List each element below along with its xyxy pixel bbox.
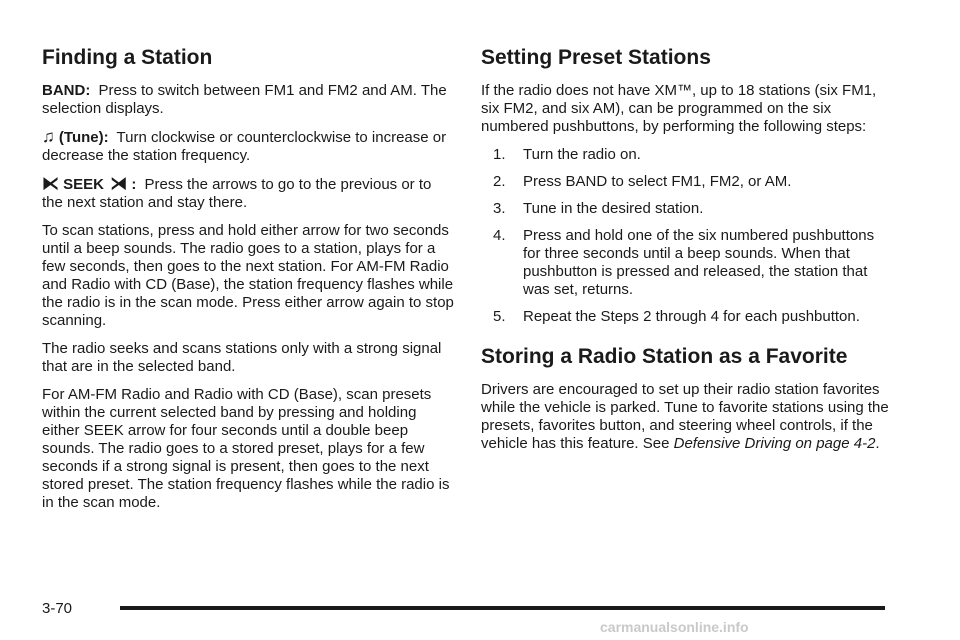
tune-term: (Tune): [58,129,109,146]
favorite-paragraph [481,381,893,453]
tune-text: Turn clockwise or counterclockwise to increase or decrease the station frequency. [42,129,447,164]
presets-intro: If the radio does not have XM™, up to 18 stations (six FM1, six FM2, and six AM), can be programmed on the six numbered pushbuttons, by performing the following steps: [481,82,877,135]
page-number: 3-70 [42,600,73,617]
seek-back-icon: ⧔ [42,174,59,193]
presets-scan-paragraph: For AM-FM Radio and Radio with CD (Base), scan presets within the current selected band by pressing and holding either SEEK arrow for four seconds until a double beep sounds. The radio goes to a stored preset, plays for a few seconds if a strong signal is present, then goes to the next stored preset. The station frequency flashes while the radio is in the scan mode. [42,386,450,511]
list-item: 2. Press BAND to select FM1, FM2, or AM. [493,173,792,190]
list-item: 4. Press and hold one of the six numbered pushbuttons for three seconds until a beep sounds. When that pushbutton is pressed and released, the station that was set, returns. [493,227,875,298]
watermark: carmanualsonline.info [600,619,749,635]
heading-storing-favorite: Storing a Radio Station as a Favorite [481,345,848,368]
seek-forward-icon: ⧕ [110,174,128,193]
band-term: BAND: [42,82,91,99]
signal-paragraph: The radio seeks and scans stations only with a strong signal that are in the selected band. [42,340,442,375]
tune-paragraph [42,128,454,165]
footer-rule [120,606,885,610]
seek-colon: : [131,176,137,193]
band-paragraph [42,82,454,118]
band-text: Press to switch between FM1 and FM2 and AM. The selection displays. [42,82,447,117]
list-item: 3. Tune in the desired station. [493,200,704,217]
favorite-text: Drivers are encouraged to set up their radio station favorites while the vehicle is parked. Tune to favorite stations using the presets, favorites button, and steering wheel controls, if the vehicle has this feature. See [481,381,889,452]
seek-text: Press the arrows to go to the previous or to the next station and stay there. [42,176,432,211]
list-item: 1. Turn the radio on. [493,146,641,163]
list-item: 5. Repeat the Steps 2 through 4 for each pushbutton. [493,308,860,325]
heading-finding-station: Finding a Station [42,46,213,69]
seek-term: SEEK [63,176,105,193]
scan-paragraph: To scan stations, press and hold either arrow for two seconds until a beep sounds. The radio goes to a station, plays for a few seconds, then goes to the next station. For AM-FM Radio and Radio with CD (Base), the station frequency flashes while the radio is in the scan mode. Press either arrow again to stop scanning. [42,222,454,329]
heading-setting-presets: Setting Preset Stations [481,46,711,69]
tune-knob-icon: ♫ [42,127,55,146]
preset-steps-list [481,146,893,326]
favorite-end: . [875,435,880,452]
right-column [481,44,893,463]
left-column [42,44,454,522]
page-footer [42,598,885,622]
defensive-driving-link[interactable]: Defensive Driving on page 4-2 [673,435,876,452]
seek-paragraph [42,175,454,212]
